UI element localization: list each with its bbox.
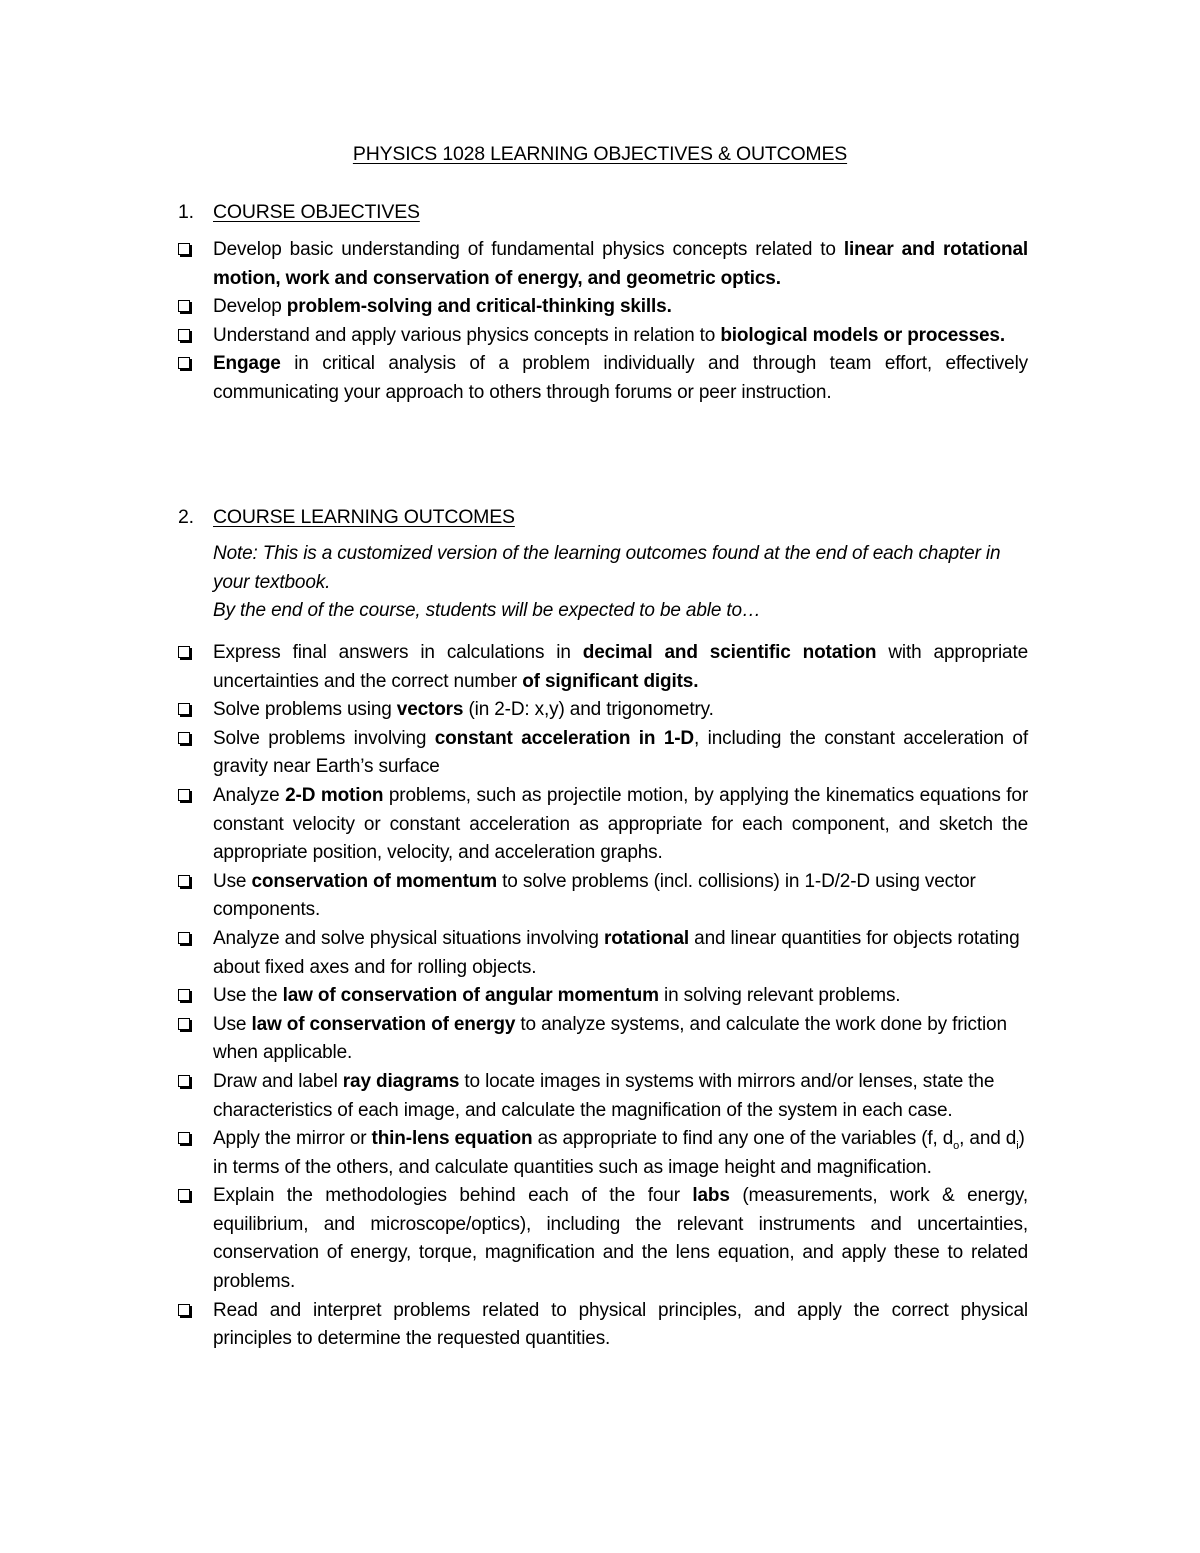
checkbox-icon <box>178 703 190 715</box>
section-number: 1. <box>178 201 194 223</box>
checkbox-icon <box>178 875 190 887</box>
outcome-item: Analyze and solve physical situations involving rotational and linear quantities for objects rotating about fixed axes and for rolling objects. <box>178 925 1028 982</box>
checkbox-icon <box>178 1018 190 1030</box>
checkbox-icon <box>178 989 190 1001</box>
outcome-item: Use law of conservation of energy to analyze systems, and calculate the work done by friction when applicable. <box>178 1011 1028 1068</box>
section-heading-course-objectives <box>178 201 420 224</box>
outcome-item: Explain the methodologies behind each of the four labs (measurements, work & energy, equilibrium, and microscope/optics), including the relevant instruments and uncertainties, conservation of energy, torque, magnification and the lens equation, and apply these to related problems. <box>178 1182 1028 1296</box>
checkbox-icon <box>178 329 190 341</box>
checkbox-icon <box>178 357 190 369</box>
checkbox-icon <box>178 1075 190 1087</box>
outcome-item: Draw and label ray diagrams to locate images in systems with mirrors and/or lenses, state the characteristics of each image, and calculate the magnification of the system in each case. <box>178 1068 1028 1125</box>
outcome-item: Read and interpret problems related to physical principles, and apply the correct physical principles to determine the requested quantities. <box>178 1297 1028 1354</box>
objectives-list <box>178 236 1028 408</box>
checkbox-icon <box>178 1189 190 1201</box>
objective-item: Understand and apply various physics concepts in relation to biological models or processes. <box>178 322 1028 351</box>
outcome-item: Use the law of conservation of angular momentum in solving relevant problems. <box>178 982 1028 1011</box>
outcome-item: Solve problems using vectors (in 2-D: x,y) and trigonometry. <box>178 696 1028 725</box>
section-heading-text: COURSE LEARNING OUTCOMES <box>213 506 515 528</box>
objective-item: Engage in critical analysis of a problem individually and through team effort, effectively communicating your approach to others through forums or peer instruction. <box>178 350 1028 407</box>
checkbox-icon <box>178 1304 190 1316</box>
outcome-item: Solve problems involving constant acceleration in 1-D, including the constant acceleration of gravity near Earth’s surface <box>178 725 1028 782</box>
checkbox-icon <box>178 1132 190 1144</box>
checkbox-icon <box>178 932 190 944</box>
checkbox-icon <box>178 300 190 312</box>
outcomes-note <box>213 540 1028 626</box>
outcome-item: Use conservation of momentum to solve problems (incl. collisions) in 1-D/2-D using vector components. <box>178 868 1028 925</box>
checkbox-icon <box>178 789 190 801</box>
note-line: Note: This is a customized version of the learning outcomes found at the end of each chapter in your textbook. <box>213 543 1001 593</box>
checkbox-icon <box>178 243 190 255</box>
outcome-item: Analyze 2-D motion problems, such as projectile motion, by applying the kinematics equations for constant velocity or constant acceleration as appropriate for each component, and sketch the appropriate position, velocity, and acceleration graphs. <box>178 782 1028 868</box>
section-heading-learning-outcomes <box>178 506 515 529</box>
section-heading-text: COURSE OBJECTIVES <box>213 201 420 223</box>
objective-item: Develop problem-solving and critical-thinking skills. <box>178 293 1028 322</box>
objective-item: Develop basic understanding of fundamental physics concepts related to linear and rotational motion, work and conservation of energy, and geometric optics. <box>178 236 1028 293</box>
note-line: By the end of the course, students will be expected to be able to… <box>213 600 761 622</box>
outcome-item: Apply the mirror or thin-lens equation as appropriate to find any one of the variables (f, $d_o$, and $d_i$) in terms of the others, and calculate quantities such as image height and magnification. <box>178 1125 1028 1182</box>
section-number: 2. <box>178 506 194 528</box>
checkbox-icon <box>178 732 190 744</box>
page-title: PHYSICS 1028 LEARNING OBJECTIVES & OUTCOMES <box>352 143 848 165</box>
checkbox-icon <box>178 646 190 658</box>
outcomes-list <box>178 639 1028 1354</box>
outcome-item: Express final answers in calculations in decimal and scientific notation with appropriate uncertainties and the correct number of significant digits. <box>178 639 1028 696</box>
